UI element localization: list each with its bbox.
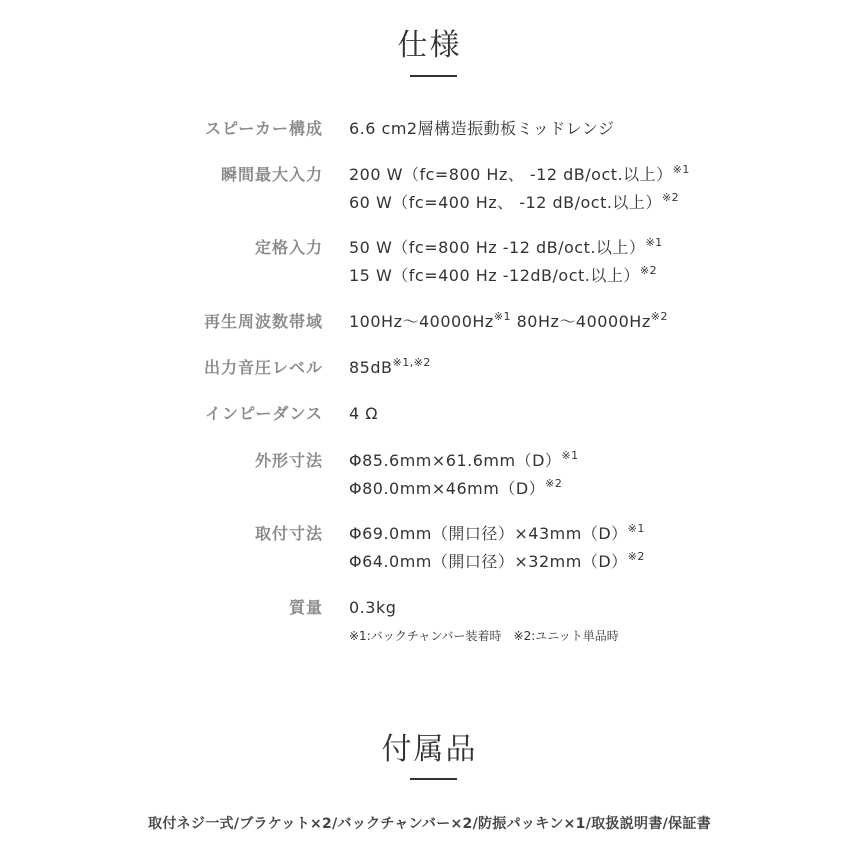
spec-value-line: $\Phi 80.0mm\times 46mm(D)^{※2}$: [349, 477, 563, 498]
spec-values: [349, 450, 579, 506]
spec-label: 出力音圧レベル: [203, 358, 323, 377]
spec-value-line: $85dB^{※1,※2}$: [349, 356, 431, 377]
spec-value-line: Φ64.0mm（開口径）$\times 32mm(D)^{※2}$: [349, 550, 645, 571]
spec-values: [349, 164, 690, 220]
specs-title: 仕様: [397, 28, 462, 63]
spec-values: [349, 523, 645, 579]
spec-value-line: 60 W（fc=400 Hz、 -12 dB/oct.以上）$^{※2}$: [349, 191, 680, 212]
spec-values: [349, 311, 668, 339]
spec-label: 定格入力: [254, 238, 323, 257]
spec-value-line: 6.6 cm2層構造振動板ミッドレンジ: [349, 119, 615, 138]
spec-values: [349, 403, 378, 431]
spec-values: [349, 237, 663, 293]
spec-label: インピーダンス: [204, 404, 323, 423]
spec-value-line: Φ69.0mm（開口径）$\times 43mm(D)^{※1}$: [349, 522, 645, 543]
accessories-list: 取付ネジ一式/ブラケット×2/バックチャンバー×2/防振パッキン×1/取扱説明書/保証書: [148, 816, 711, 832]
spec-value-line: 50 W（fc=800 Hz -12 dB/oct.以上）$^{※1}$: [349, 236, 663, 257]
spec-value-line: 15 W（fc=400 Hz -12dB/oct.以上）$^{※2}$: [349, 264, 658, 285]
spec-label: 再生周波数帯域: [203, 312, 323, 331]
spec-label: 外形寸法: [254, 451, 323, 470]
spec-value-line: $\Phi 85.6mm\times 61.6mm(D)^{※1}$: [349, 449, 579, 470]
spec-label: 取付寸法: [254, 524, 323, 543]
spec-value-line: 100Hz～40000Hz$^{※1}$ 80Hz～40000Hz$^{※2}$: [349, 310, 668, 331]
spec-value-line: 0.3kg: [349, 598, 397, 617]
spec-footnote: ※1:バックチャンバー装着時 ※2:ユニット単品時: [349, 629, 619, 643]
accessories-title: 付属品: [381, 732, 478, 767]
spec-values: [349, 597, 619, 645]
spec-values: [349, 357, 431, 385]
spec-label: 瞬間最大入力: [220, 165, 323, 184]
spec-label: スピーカー構成: [204, 119, 323, 138]
spec-value-line: 4 Ω: [349, 404, 378, 423]
spec-label: 質量: [288, 598, 323, 617]
accessories-title-divider: [410, 778, 457, 780]
spec-value-line: 200 W（fc=800 Hz、 -12 dB/oct.以上）$^{※1}$: [349, 163, 690, 184]
spec-values: [349, 118, 614, 146]
